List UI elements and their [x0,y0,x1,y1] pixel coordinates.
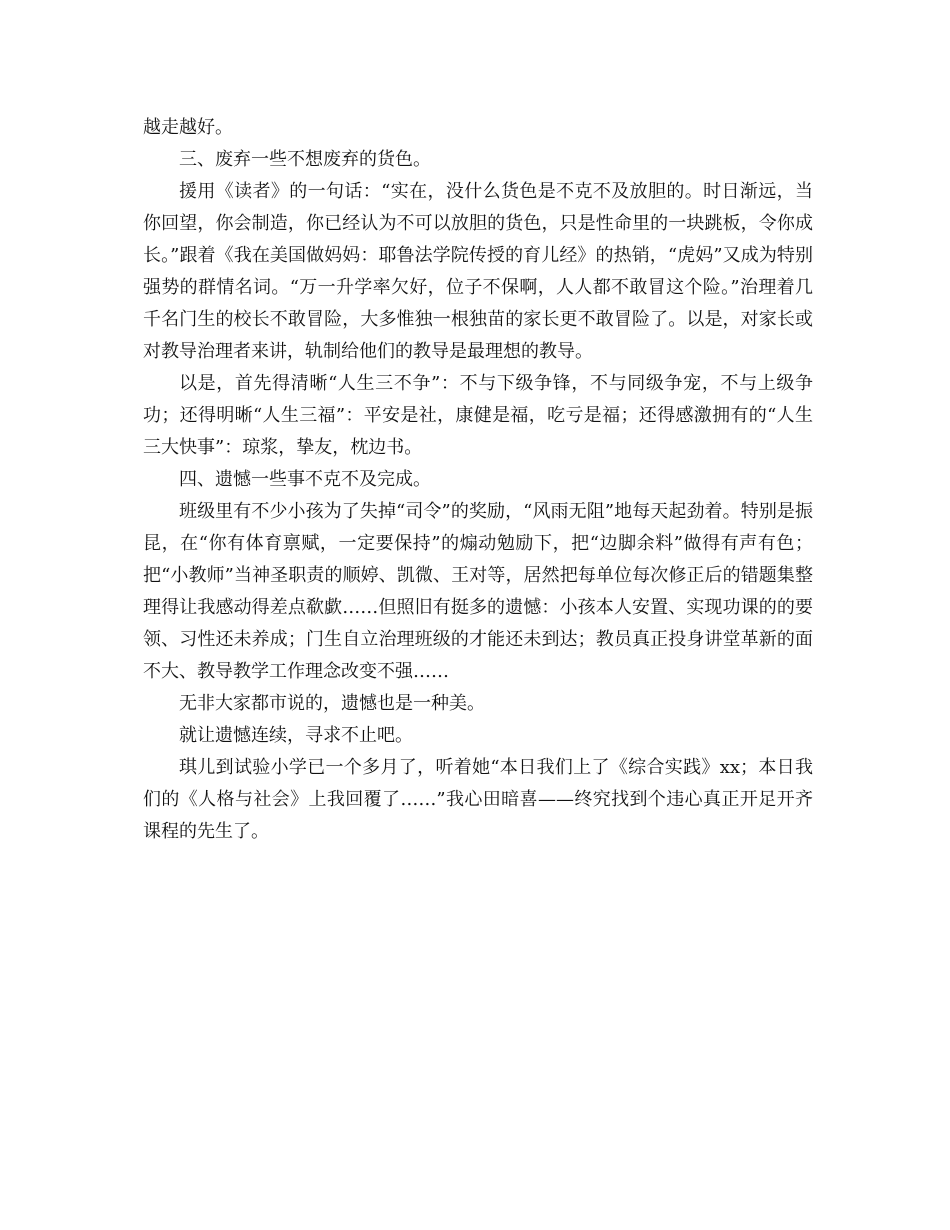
paragraph: 班级里有不少小孩为了失掉“司令”的奖励，“风雨无阻”地每天起劲着。特别是振昆，在“你有体育禀赋，一定要保持”的煽动勉励下，把“边脚余料”做得有声有色；把“小教师”当神圣职责的顺婷、凯微、王对等，居然把每单位每次修正后的错题集整理得让我感动得差点欷歔……但照旧有挺多的遗憾：小孩本人安置、实现功课的的要领、习性还未养成；门生自立治理班级的才能还未到达；教员真正投身讲堂革新的面不大、教导教学工作理念改变不强…… [143,501,813,682]
paragraph-continuation: 越走越好。 [143,117,233,138]
paragraph: 就让遗憾连续，寻求不止吧。 [179,725,413,746]
paragraph: 援用《读者》的一句话：“实在，没什么货色是不克不及放胆的。时日渐远，当你回望，你会制造，你已经认为不可以放胆的货色，只是性命里的一块跳板，令你成长。”跟着《我在美国做妈妈：耶鲁法学院传授的育儿经》的热销，“虎妈”又成为特别强势的群情名词。“万一升学率欠好，位子不保啊，人人都不敢冒这个险。”治理着几千名门生的校长不敢冒险，大多惟独一根独苗的家长更不敢冒险了。以是，对家长或对教导治理者来讲，轨制给他们的教导是最理想的教导。 [143,181,813,362]
section-heading-four: 四、遗憾一些事不克不及完成。 [179,469,431,490]
section-heading-three: 三、废弃一些不想废弃的货色。 [179,149,431,170]
paragraph: 琪儿到试验小学已一个多月了，听着她“本日我们上了《综合实践》xx；本日我们的《人格与社会》上我回覆了……”我心田暗喜——终究找到个违心真正开足开齐课程的先生了。 [143,757,813,842]
paragraph: 无非大家都市说的，遗憾也是一种美。 [179,693,485,714]
body-text [143,112,813,848]
paragraph: 以是，首先得清晰“人生三不争”：不与下级争锋，不与同级争宠，不与上级争功；还得明晰“人生三福”：平安是社，康健是福，吃亏是福；还得感激拥有的“人生三大快事”：琼浆，挚友，枕边书。 [143,373,813,458]
